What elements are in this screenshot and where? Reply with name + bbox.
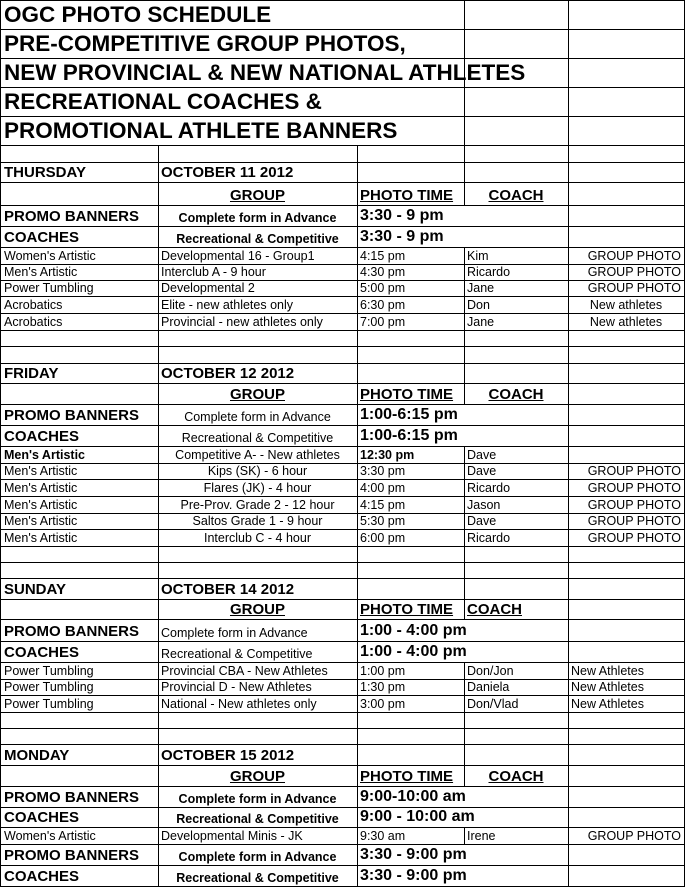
coach-header: COACH	[464, 599, 569, 620]
blank-cell	[357, 330, 465, 347]
photo-time-header: PHOTO TIME	[357, 182, 465, 206]
banner-note: Recreational & Competitive	[158, 865, 358, 887]
blank-cell	[568, 599, 685, 620]
blank-cell	[0, 765, 159, 787]
discipline-cell: Men's Artistic	[0, 496, 159, 514]
group-header: GROUP	[158, 383, 358, 405]
blank-cell	[464, 712, 569, 729]
blank-cell	[357, 546, 465, 563]
banner-time: 3:30 - 9:00 pm	[357, 865, 569, 887]
blank-cell	[568, 619, 685, 642]
blank-cell	[464, 87, 569, 117]
photo-type-cell: New Athletes	[568, 679, 685, 696]
coach-cell: Don/Vlad	[464, 695, 569, 713]
photo-type-cell: GROUP PHOTO	[568, 496, 685, 514]
blank-cell	[568, 145, 685, 163]
group-cell: Kips (SK) - 6 hour	[158, 463, 358, 480]
discipline-cell: Men's Artistic	[0, 529, 159, 547]
blank-cell	[158, 546, 358, 563]
time-cell: 9:30 am	[357, 827, 465, 845]
banner-note: Complete form in Advance	[158, 844, 358, 866]
day-name: FRIDAY	[0, 363, 159, 384]
banner-label: COACHES	[0, 807, 159, 828]
blank-cell	[357, 712, 465, 729]
coach-cell: Don/Jon	[464, 662, 569, 680]
day-date: OCTOBER 15 2012	[158, 744, 358, 766]
group-cell: Flares (JK) - 4 hour	[158, 479, 358, 497]
coach-cell: Dave	[464, 446, 569, 464]
coach-cell: Daniela	[464, 679, 569, 696]
time-cell: 4:30 pm	[357, 264, 465, 281]
group-cell: Elite - new athletes only	[158, 296, 358, 314]
blank-cell	[464, 162, 569, 183]
time-cell: 4:00 pm	[357, 479, 465, 497]
discipline-cell: Women's Artistic	[0, 247, 159, 265]
banner-label: COACHES	[0, 226, 159, 248]
blank-cell	[568, 330, 685, 347]
photo-type-cell: GROUP PHOTO	[568, 280, 685, 297]
coach-cell: Ricardo	[464, 264, 569, 281]
group-cell: Provincial - new athletes only	[158, 313, 358, 331]
blank-cell	[357, 578, 465, 600]
discipline-cell: Men's Artistic	[0, 264, 159, 281]
banner-note: Complete form in Advance	[158, 786, 358, 808]
discipline-cell: Power Tumbling	[0, 662, 159, 680]
blank-cell	[464, 346, 569, 364]
photo-type-cell: GROUP PHOTO	[568, 264, 685, 281]
photo-time-header: PHOTO TIME	[357, 599, 465, 620]
blank-cell	[568, 865, 685, 887]
time-cell: 3:30 pm	[357, 463, 465, 480]
blank-cell	[0, 346, 159, 364]
banner-label: PROMO BANNERS	[0, 786, 159, 808]
coach-cell: Jane	[464, 313, 569, 331]
photo-type-cell: GROUP PHOTO	[568, 247, 685, 265]
blank-cell	[568, 425, 685, 447]
blank-cell	[568, 0, 685, 30]
banner-time: 1:00-6:15 pm	[357, 404, 569, 426]
banner-label: COACHES	[0, 425, 159, 447]
title-line: PRE-COMPETITIVE GROUP PHOTOS,	[0, 29, 465, 59]
time-cell: 12:30 pm	[357, 446, 465, 464]
time-cell: 4:15 pm	[357, 496, 465, 514]
photo-type-cell: GROUP PHOTO	[568, 513, 685, 530]
title-line: RECREATIONAL COACHES &	[0, 87, 465, 117]
title-line: PROMOTIONAL ATHLETE BANNERS	[0, 116, 465, 146]
blank-cell	[357, 744, 465, 766]
blank-cell	[0, 728, 159, 745]
blank-cell	[464, 363, 569, 384]
time-cell: 7:00 pm	[357, 313, 465, 331]
title-line: OGC PHOTO SCHEDULE	[0, 0, 465, 30]
coach-header: COACH	[464, 383, 569, 405]
time-cell: 1:30 pm	[357, 679, 465, 696]
coach-cell: Dave	[464, 513, 569, 530]
blank-cell	[158, 728, 358, 745]
blank-cell	[568, 404, 685, 426]
coach-cell: Ricardo	[464, 529, 569, 547]
group-cell: Provincial D - New Athletes	[158, 679, 358, 696]
blank-cell	[568, 182, 685, 206]
coach-cell: Ricardo	[464, 479, 569, 497]
day-name: SUNDAY	[0, 578, 159, 600]
coach-header: COACH	[464, 765, 569, 787]
blank-cell	[568, 807, 685, 828]
blank-cell	[568, 58, 685, 88]
blank-cell	[0, 599, 159, 620]
banner-note: Complete form in Advance	[158, 404, 358, 426]
discipline-cell: Power Tumbling	[0, 695, 159, 713]
blank-cell	[568, 162, 685, 183]
time-cell: 5:30 pm	[357, 513, 465, 530]
blank-cell	[0, 145, 159, 163]
banner-time: 9:00 - 10:00 am	[357, 807, 569, 828]
blank-cell	[464, 744, 569, 766]
discipline-cell: Men's Artistic	[0, 479, 159, 497]
coach-header: COACH	[464, 182, 569, 206]
photo-time-header: PHOTO TIME	[357, 765, 465, 787]
banner-note: Recreational & Competitive	[158, 425, 358, 447]
blank-cell	[158, 712, 358, 729]
blank-cell	[464, 546, 569, 563]
blank-cell	[357, 728, 465, 745]
blank-cell	[568, 363, 685, 384]
blank-cell	[568, 562, 685, 579]
day-date: OCTOBER 11 2012	[158, 162, 358, 183]
time-cell: 3:00 pm	[357, 695, 465, 713]
banner-label: PROMO BANNERS	[0, 619, 159, 642]
blank-cell	[464, 562, 569, 579]
photo-type-cell: GROUP PHOTO	[568, 529, 685, 547]
photo-type-cell: New Athletes	[568, 695, 685, 713]
blank-cell	[568, 205, 685, 227]
blank-cell	[464, 58, 569, 88]
banner-label: PROMO BANNERS	[0, 404, 159, 426]
banner-label: COACHES	[0, 641, 159, 663]
time-cell: 6:30 pm	[357, 296, 465, 314]
banner-note: Complete form in Advance	[158, 619, 358, 642]
blank-cell	[357, 145, 465, 163]
group-cell: Saltos Grade 1 - 9 hour	[158, 513, 358, 530]
group-cell: Developmental 2	[158, 280, 358, 297]
banner-time: 3:30 - 9 pm	[357, 226, 569, 248]
group-header: GROUP	[158, 599, 358, 620]
day-name: MONDAY	[0, 744, 159, 766]
blank-cell	[568, 744, 685, 766]
banner-note: Recreational & Competitive	[158, 641, 358, 663]
banner-time: 3:30 - 9 pm	[357, 205, 569, 227]
group-cell: Developmental 16 - Group1	[158, 247, 358, 265]
group-cell: Developmental Minis - JK	[158, 827, 358, 845]
banner-time: 3:30 - 9:00 pm	[357, 844, 569, 866]
blank-cell	[357, 162, 465, 183]
blank-cell	[568, 116, 685, 146]
blank-cell	[0, 182, 159, 206]
blank-cell	[568, 765, 685, 787]
banner-label: PROMO BANNERS	[0, 205, 159, 227]
group-header: GROUP	[158, 765, 358, 787]
blank-cell	[357, 562, 465, 579]
title-line: NEW PROVINCIAL & NEW NATIONAL ATHLETES	[0, 58, 465, 88]
discipline-cell: Women's Artistic	[0, 827, 159, 845]
discipline-cell: Men's Artistic	[0, 513, 159, 530]
blank-cell	[568, 87, 685, 117]
blank-cell	[464, 578, 569, 600]
banner-time: 1:00 - 4:00 pm	[357, 619, 569, 642]
coach-cell: Dave	[464, 463, 569, 480]
blank-cell	[568, 226, 685, 248]
coach-cell: Irene	[464, 827, 569, 845]
blank-cell	[568, 712, 685, 729]
day-date: OCTOBER 14 2012	[158, 578, 358, 600]
group-cell: Competitive A- - New athletes	[158, 446, 358, 464]
discipline-cell: Men's Artistic	[0, 446, 159, 464]
blank-cell	[568, 728, 685, 745]
banner-time: 1:00 - 4:00 pm	[357, 641, 569, 663]
blank-cell	[158, 330, 358, 347]
time-cell: 6:00 pm	[357, 529, 465, 547]
group-cell: Pre-Prov. Grade 2 - 12 hour	[158, 496, 358, 514]
blank-cell	[568, 383, 685, 405]
group-cell: Provincial CBA - New Athletes	[158, 662, 358, 680]
blank-cell	[464, 330, 569, 347]
banner-time: 1:00-6:15 pm	[357, 425, 569, 447]
blank-cell	[0, 546, 159, 563]
group-cell: Interclub A - 9 hour	[158, 264, 358, 281]
blank-cell	[0, 712, 159, 729]
blank-cell	[357, 363, 465, 384]
photo-type-cell: New athletes	[568, 296, 685, 314]
photo-type-cell: GROUP PHOTO	[568, 827, 685, 845]
blank-cell	[464, 116, 569, 146]
photo-type-cell: New athletes	[568, 313, 685, 331]
blank-cell	[464, 145, 569, 163]
blank-cell	[464, 0, 569, 30]
blank-cell	[568, 786, 685, 808]
blank-cell	[568, 844, 685, 866]
photo-time-header: PHOTO TIME	[357, 383, 465, 405]
blank-cell	[464, 29, 569, 59]
discipline-cell: Acrobatics	[0, 296, 159, 314]
blank-cell	[464, 728, 569, 745]
discipline-cell: Power Tumbling	[0, 280, 159, 297]
coach-cell: Don	[464, 296, 569, 314]
blank-cell	[357, 346, 465, 364]
blank-cell	[568, 546, 685, 563]
group-cell: Interclub C - 4 hour	[158, 529, 358, 547]
blank-cell	[568, 641, 685, 663]
photo-type-cell: GROUP PHOTO	[568, 463, 685, 480]
blank-cell	[0, 562, 159, 579]
discipline-cell: Power Tumbling	[0, 679, 159, 696]
photo-type-cell: GROUP PHOTO	[568, 479, 685, 497]
banner-note: Complete form in Advance	[158, 205, 358, 227]
blank-cell	[158, 145, 358, 163]
blank-cell	[568, 29, 685, 59]
time-cell: 4:15 pm	[357, 247, 465, 265]
group-header: GROUP	[158, 182, 358, 206]
photo-type-cell: New Athletes	[568, 662, 685, 680]
day-name: THURSDAY	[0, 162, 159, 183]
banner-time: 9:00-10:00 am	[357, 786, 569, 808]
time-cell: 5:00 pm	[357, 280, 465, 297]
coach-cell: Jane	[464, 280, 569, 297]
blank-cell	[158, 562, 358, 579]
group-cell: National - New athletes only	[158, 695, 358, 713]
blank-cell	[0, 383, 159, 405]
time-cell: 1:00 pm	[357, 662, 465, 680]
banner-label: PROMO BANNERS	[0, 844, 159, 866]
coach-cell: Jason	[464, 496, 569, 514]
blank-cell	[158, 346, 358, 364]
discipline-cell: Men's Artistic	[0, 463, 159, 480]
photo-type-cell	[568, 446, 685, 464]
banner-label: COACHES	[0, 865, 159, 887]
banner-note: Recreational & Competitive	[158, 226, 358, 248]
coach-cell: Kim	[464, 247, 569, 265]
day-date: OCTOBER 12 2012	[158, 363, 358, 384]
discipline-cell: Acrobatics	[0, 313, 159, 331]
blank-cell	[568, 346, 685, 364]
banner-note: Recreational & Competitive	[158, 807, 358, 828]
blank-cell	[568, 578, 685, 600]
blank-cell	[0, 330, 159, 347]
